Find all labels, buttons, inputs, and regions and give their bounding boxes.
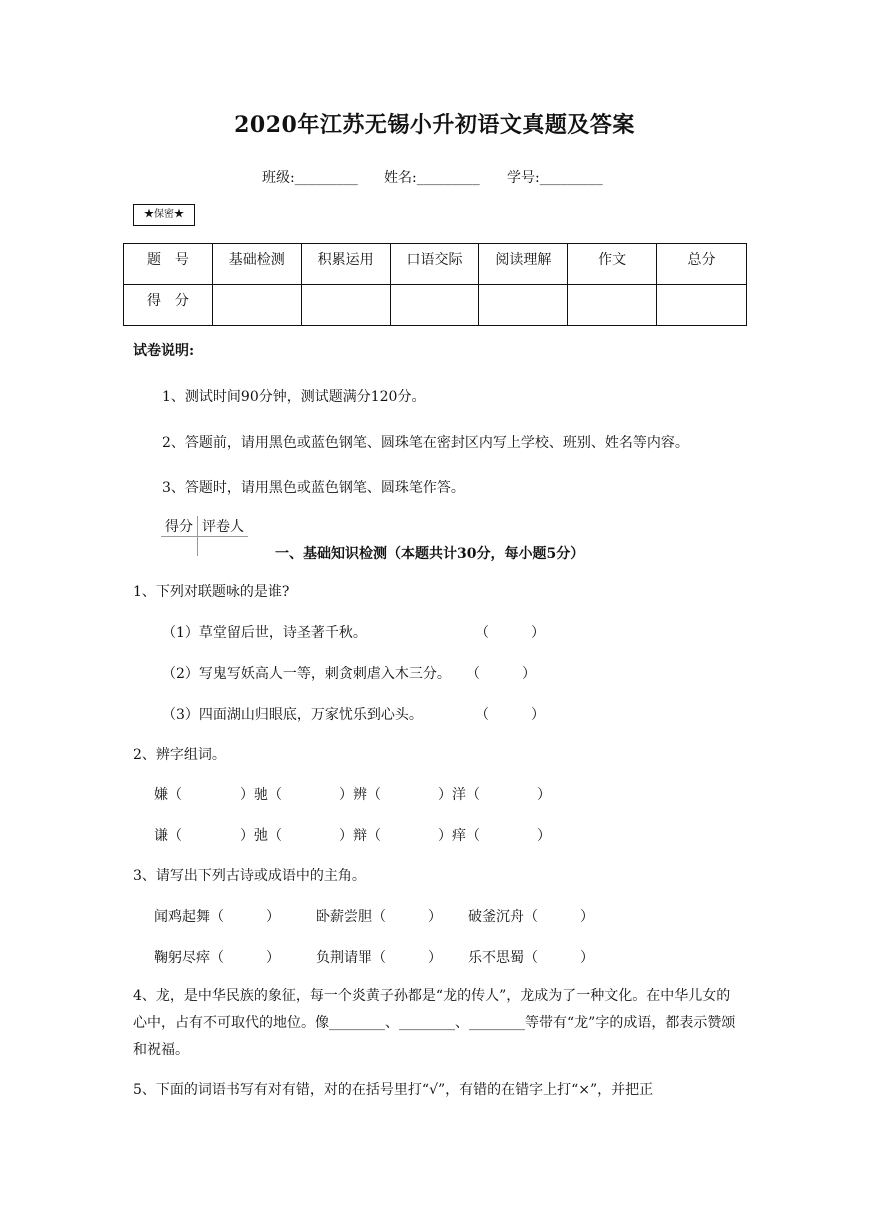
word-blank[interactable]: 谦（ <box>154 828 182 844</box>
idiom-blank[interactable]: 乐不思蜀（ ） <box>468 950 594 966</box>
score-table <box>123 243 747 326</box>
name-field: 姓名:_________ <box>384 170 480 186</box>
student-id-field: 学号:_________ <box>507 170 603 186</box>
score-input-cell[interactable] <box>301 285 390 326</box>
question-item: （3）四面湖山归眼底，万家忧乐到心头。 <box>162 707 423 723</box>
word-blank[interactable]: ） <box>537 787 551 803</box>
grader-name-label: 评卷人 <box>198 516 249 537</box>
score-input-cell[interactable] <box>479 285 568 326</box>
grader-name-cell[interactable] <box>198 537 249 556</box>
confidential-badge: ★保密★ <box>133 204 195 226</box>
score-table-header-row <box>124 244 747 285</box>
score-table-score-row <box>124 285 747 326</box>
word-blank[interactable]: ） <box>537 828 551 844</box>
instructions-heading: 试卷说明: <box>133 343 195 359</box>
answer-blank[interactable]: （ ） <box>466 666 536 682</box>
score-input-cell[interactable] <box>390 285 479 326</box>
grader-score-cell[interactable] <box>161 537 198 556</box>
table-cell: 基础检测 <box>212 244 301 285</box>
idiom-blank[interactable]: 闻鸡起舞（ ） <box>154 909 280 925</box>
table-cell: 得 分 <box>124 285 213 326</box>
word-blank[interactable]: 嫌（ <box>154 787 182 803</box>
question-item: （2）写鬼写妖高人一等，刺贪刺虐入木三分。 <box>162 666 451 682</box>
question-item: （1）草堂留后世，诗圣著千秋。 <box>162 625 367 641</box>
section-heading: 一、基础知识检测（本题共计30分，每小题5分） <box>275 546 585 562</box>
word-blank[interactable]: ）洋（ <box>438 787 480 803</box>
instruction-item: 2、答题前，请用黑色或蓝色钢笔、圆珠笔在密封区内写上学校、班别、姓名等内容。 <box>162 435 689 451</box>
word-blank[interactable]: ）弛（ <box>240 828 282 844</box>
score-input-cell[interactable] <box>657 285 747 326</box>
word-blank[interactable]: ）痒（ <box>438 828 480 844</box>
word-blank[interactable]: ）辨（ <box>339 787 381 803</box>
answer-blank[interactable]: （ ） <box>475 707 545 723</box>
page-title: 2020年江苏无锡小升初语文真题及答案 <box>234 112 635 138</box>
question-stem: 3、请写出下列古诗或成语中的主角。 <box>133 868 366 884</box>
score-input-cell[interactable] <box>568 285 657 326</box>
idiom-blank[interactable]: 鞠躬尽瘁（ ） <box>154 950 280 966</box>
grader-box <box>161 516 248 556</box>
word-blank[interactable]: ）辩（ <box>339 828 381 844</box>
instruction-item: 1、测试时间90分钟，测试题满分120分。 <box>162 389 426 405</box>
idiom-blank[interactable]: 破釜沉舟（ ） <box>468 909 594 925</box>
idiom-blank[interactable]: 负荆请罪（ ） <box>316 950 442 966</box>
table-cell: 积累运用 <box>301 244 390 285</box>
table-cell: 题 号 <box>124 244 213 285</box>
word-blank[interactable]: ）驰（ <box>240 787 282 803</box>
table-cell: 作文 <box>568 244 657 285</box>
idiom-blank[interactable]: 卧薪尝胆（ ） <box>316 909 442 925</box>
table-cell: 口语交际 <box>390 244 479 285</box>
class-field: 班级:_________ <box>262 170 358 186</box>
instruction-item: 3、答题时，请用黑色或蓝色钢笔、圆珠笔作答。 <box>162 480 465 496</box>
grader-score-label: 得分 <box>161 516 198 537</box>
question-paragraph: 4、龙，是中华民族的象征，每一个炎黄子孙都是“龙的传人”，龙成为了一种文化。在中华儿女的心中，占有不可取代的地位。像________、________、________等带有“龙”字的成语，都表示赞颂和祝福。 <box>133 988 736 1058</box>
score-input-cell[interactable] <box>212 285 301 326</box>
question-paragraph: 5、下面的词语书写有对有错，对的在括号里打“√”，有错的在错字上打“×”，并把正 <box>133 1082 654 1098</box>
question-stem: 1、下列对联题咏的是谁? <box>133 584 290 600</box>
table-cell: 总分 <box>657 244 747 285</box>
question-stem: 2、辨字组词。 <box>133 747 226 763</box>
table-cell: 阅读理解 <box>479 244 568 285</box>
answer-blank[interactable]: （ ） <box>475 625 545 641</box>
